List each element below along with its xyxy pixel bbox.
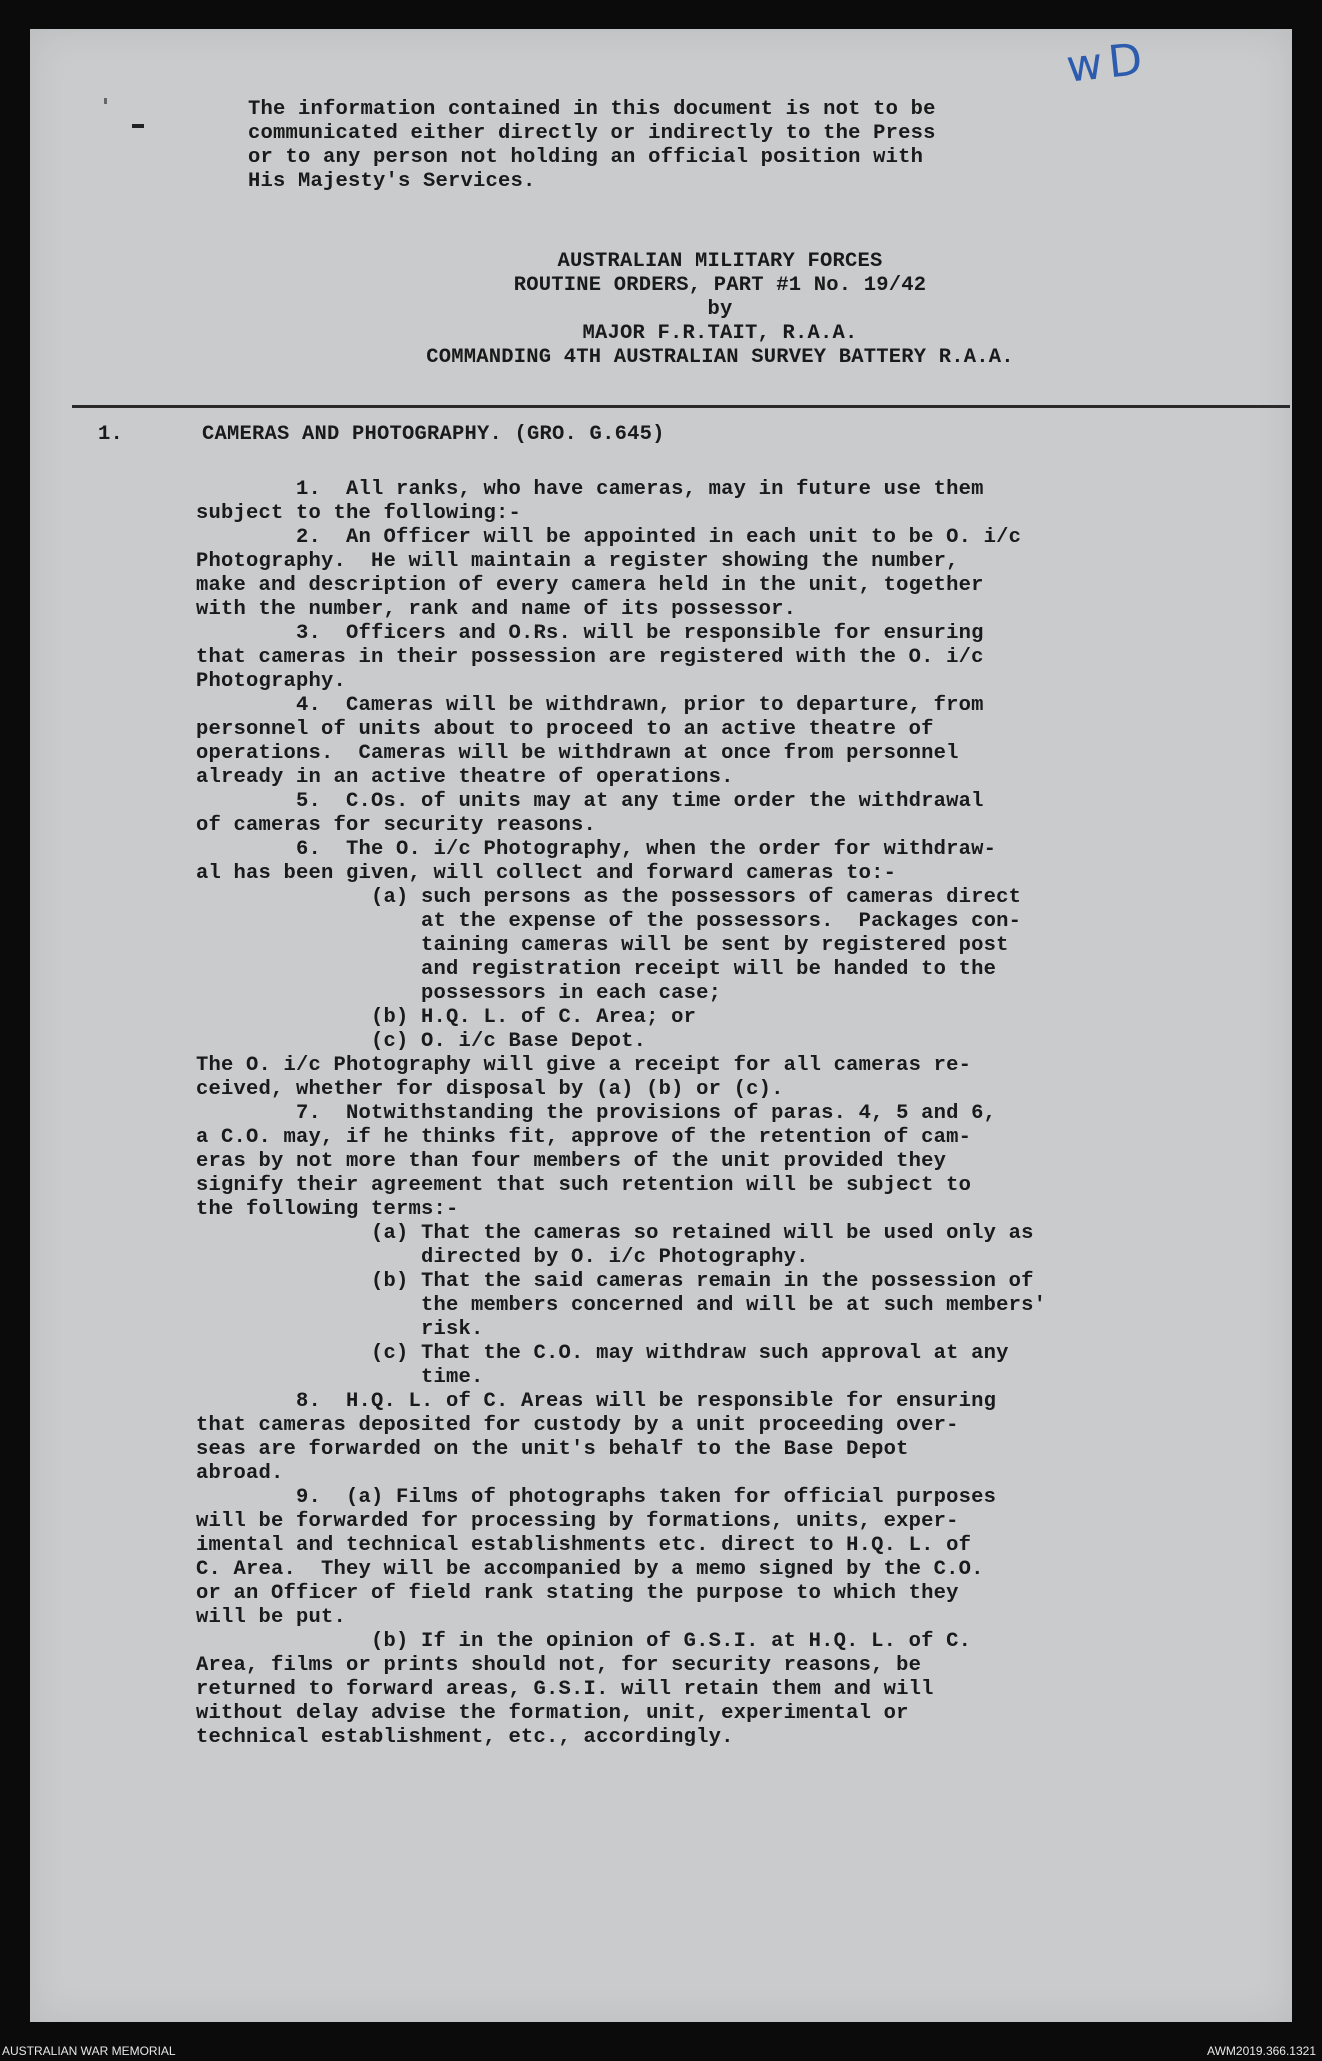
archive-credit: AUSTRALIAN WAR MEMORIAL: [2, 2044, 176, 2058]
document-title-block: AUSTRALIAN MILITARY FORCES ROUTINE ORDERS, PART #1 No. 19/42 by MAJOR F.R.TAIT, R.A.A. COMMANDING 4TH AUSTRALIAN SURVEY BATTERY R.A.A.: [426, 250, 1014, 369]
header-divider: [72, 405, 1290, 408]
archive-reference: AWM2019.366.1321: [1207, 2044, 1316, 2058]
paper-mark: [132, 124, 144, 128]
paper-mark: [104, 98, 107, 104]
order-body-text: 1. All ranks, who have cameras, may in future use them subject to the following:- 2. An Officer will be appointed in each unit to be O. i/c Photography. He will maintain a register showing the number, make and description of every camera held in the unit, together with the number, rank and name of its possessor. 3. Officers and O.Rs. will be responsible for ensuring that cameras in their possession are registered with the O. i/c Photography. 4. Cameras will be withdrawn, prior to departure, from personnel of units about to proceed to an active theatre of operations. Cameras will be withdrawn at once from personnel already in an active theatre of operations. 5. C.Os. of units may at any time order the withdrawal of cameras for security reasons. 6. The O. i/c Photography, when the order for withdraw- al has been given, will collect and forward cameras to:- (a) such persons as the possessors of cameras direct at the expense of the possessors. Packages con- taining cameras will be sent by registered post and registration receipt will be handed to the possessors in each case; (b) H.Q. L. of C. Area; or (c) O. i/c Base Depot. The O. i/c Photography will give a receipt for all cameras re- ceived, whether for disposal by (a) (b) or (c). 7. Notwithstanding the provisions of paras. 4, 5 and 6, a C.O. may, if he thinks fit, approve of the retention of cam- eras by not more than four members of the unit provided they signify their agreement that such retention will be subject to the following terms:- (a) That the cameras so retained will be used only as directed by O. i/c Photography. (b) That the said cameras remain in the possession of the members concerned and will be at such members' risk. (c) That the C.O. may withdraw such approval at any time. 8. H.Q. L. of C. Areas will be responsible for ensuring that cameras deposited for custody by a unit proceeding over- seas are forwarded on the unit's behalf to the Base Depot abroad. 9. (a) Films of photographs taken for official purposes will be forwarded for processing by formations, units, exper- imental and technical establishments etc. direct to H.Q. L. of C. Area. They will be accompanied by a memo signed by the C.O. or an Officer of field rank stating the purpose to which they will be put. (b) If in the opinion of G.S.I. at H.Q. L. of C. Area, films or prints should not, for security reasons, be returned to forward areas, G.S.I. will retain them and will without delay advise the formation, unit, experimental or technical establishment, etc., accordingly.: [196, 478, 1047, 1749]
handwritten-annotation: wD: [1064, 33, 1151, 93]
section-heading: CAMERAS AND PHOTOGRAPHY. (GRO. G.645): [202, 423, 665, 446]
confidentiality-notice: The information contained in this document is not to be communicated either directly or indirectly to the Press or to any person not holding an official position with His Majesty's Services.: [248, 98, 936, 193]
section-number: 1.: [98, 423, 124, 446]
